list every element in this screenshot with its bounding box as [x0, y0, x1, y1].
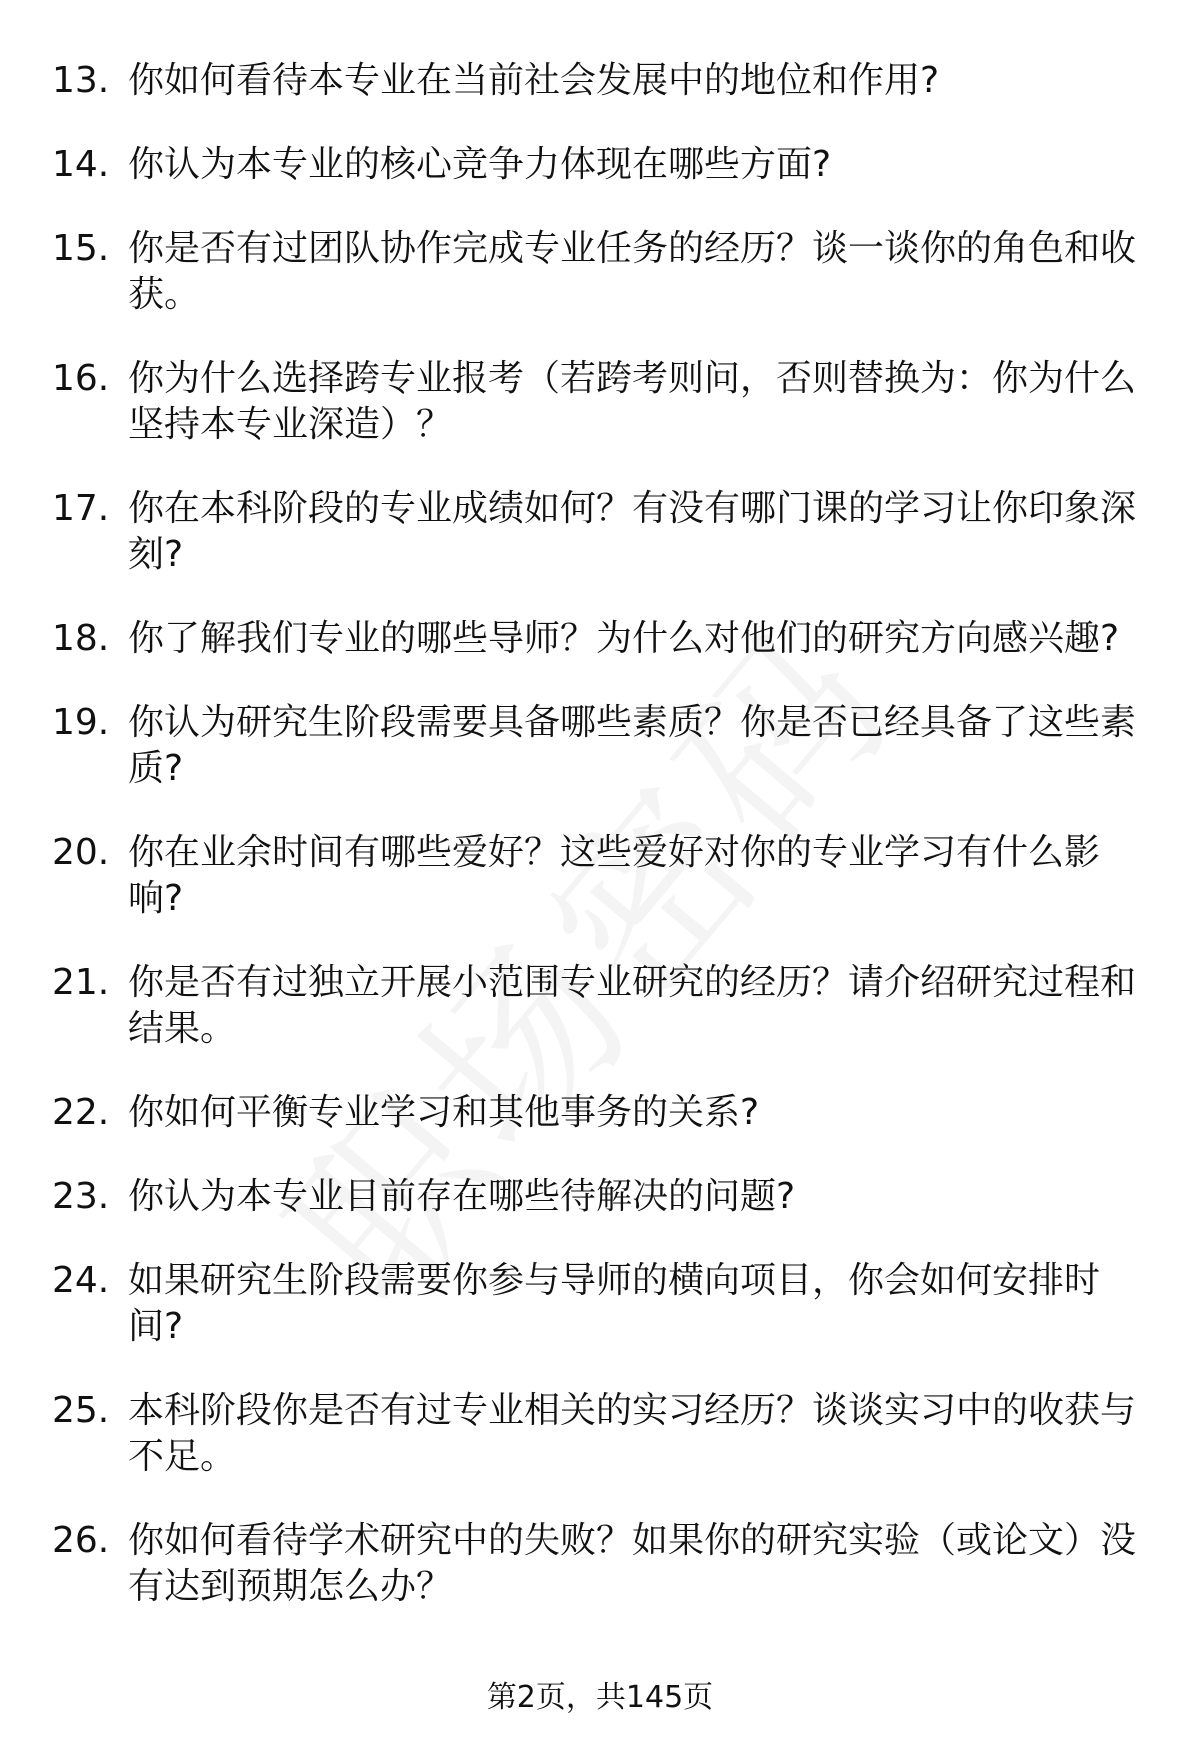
question-number: 21.: [52, 962, 110, 1003]
question-number: 13.: [52, 60, 110, 101]
question-item: [52, 142, 1152, 188]
question-text: 你为什么选择跨专业报考（若跨考则问，否则替换为：你为什么坚持本专业深造）？: [128, 358, 1137, 445]
question-text: 你认为本专业的核心竞争力体现在哪些方面?: [128, 144, 832, 185]
question-number: 26.: [52, 1520, 110, 1561]
question-number: 25.: [52, 1390, 110, 1431]
question-text: 你如何看待本专业在当前社会发展中的地位和作用?: [128, 60, 940, 101]
question-number: 16.: [52, 358, 110, 399]
question-item: [52, 58, 1152, 104]
question-text: 你是否有过独立开展小范围专业研究的经历？请介绍研究过程和结果。: [128, 962, 1137, 1049]
question-text: 你是否有过团队协作完成专业任务的经历？谈一谈你的角色和收获。: [128, 228, 1137, 315]
question-list: [52, 58, 1152, 1648]
question-text: 你认为研究生阶段需要具备哪些素质？你是否已经具备了这些素质?: [128, 702, 1137, 789]
question-item: [52, 700, 1152, 792]
question-text: 你在业余时间有哪些爱好？这些爱好对你的专业学习有什么影响?: [128, 832, 1101, 919]
question-text: 你了解我们专业的哪些导师？为什么对他们的研究方向感兴趣?: [128, 618, 1120, 659]
question-text: 如果研究生阶段需要你参与导师的横向项目，你会如何安排时间?: [128, 1260, 1101, 1347]
question-item: [52, 616, 1152, 662]
question-text: 你认为本专业目前存在哪些待解决的问题?: [128, 1176, 796, 1217]
question-number: 24.: [52, 1260, 110, 1301]
question-item: [52, 960, 1152, 1052]
question-item: [52, 356, 1152, 448]
question-number: 23.: [52, 1176, 110, 1217]
question-number: 20.: [52, 832, 110, 873]
question-item: [52, 1174, 1152, 1220]
question-item: [52, 1388, 1152, 1480]
question-item: [52, 1518, 1152, 1610]
page-footer: 第2页，共145页: [486, 1680, 714, 1715]
question-number: 14.: [52, 144, 110, 185]
question-item: [52, 830, 1152, 922]
question-number: 18.: [52, 618, 110, 659]
question-text: 你如何看待学术研究中的失败？如果你的研究实验（或论文）没有达到预期怎么办？: [128, 1520, 1137, 1607]
question-item: [52, 226, 1152, 318]
question-item: [52, 486, 1152, 578]
question-text: 你如何平衡专业学习和其他事务的关系?: [128, 1092, 760, 1133]
question-number: 15.: [52, 228, 110, 269]
question-number: 19.: [52, 702, 110, 743]
question-text: 本科阶段你是否有过专业相关的实习经历？谈谈实习中的收获与不足。: [128, 1390, 1137, 1477]
question-item: [52, 1258, 1152, 1350]
question-text: 你在本科阶段的专业成绩如何？有没有哪门课的学习让你印象深刻?: [128, 488, 1137, 575]
question-number: 17.: [52, 488, 110, 529]
question-number: 22.: [52, 1092, 110, 1133]
question-item: [52, 1090, 1152, 1136]
